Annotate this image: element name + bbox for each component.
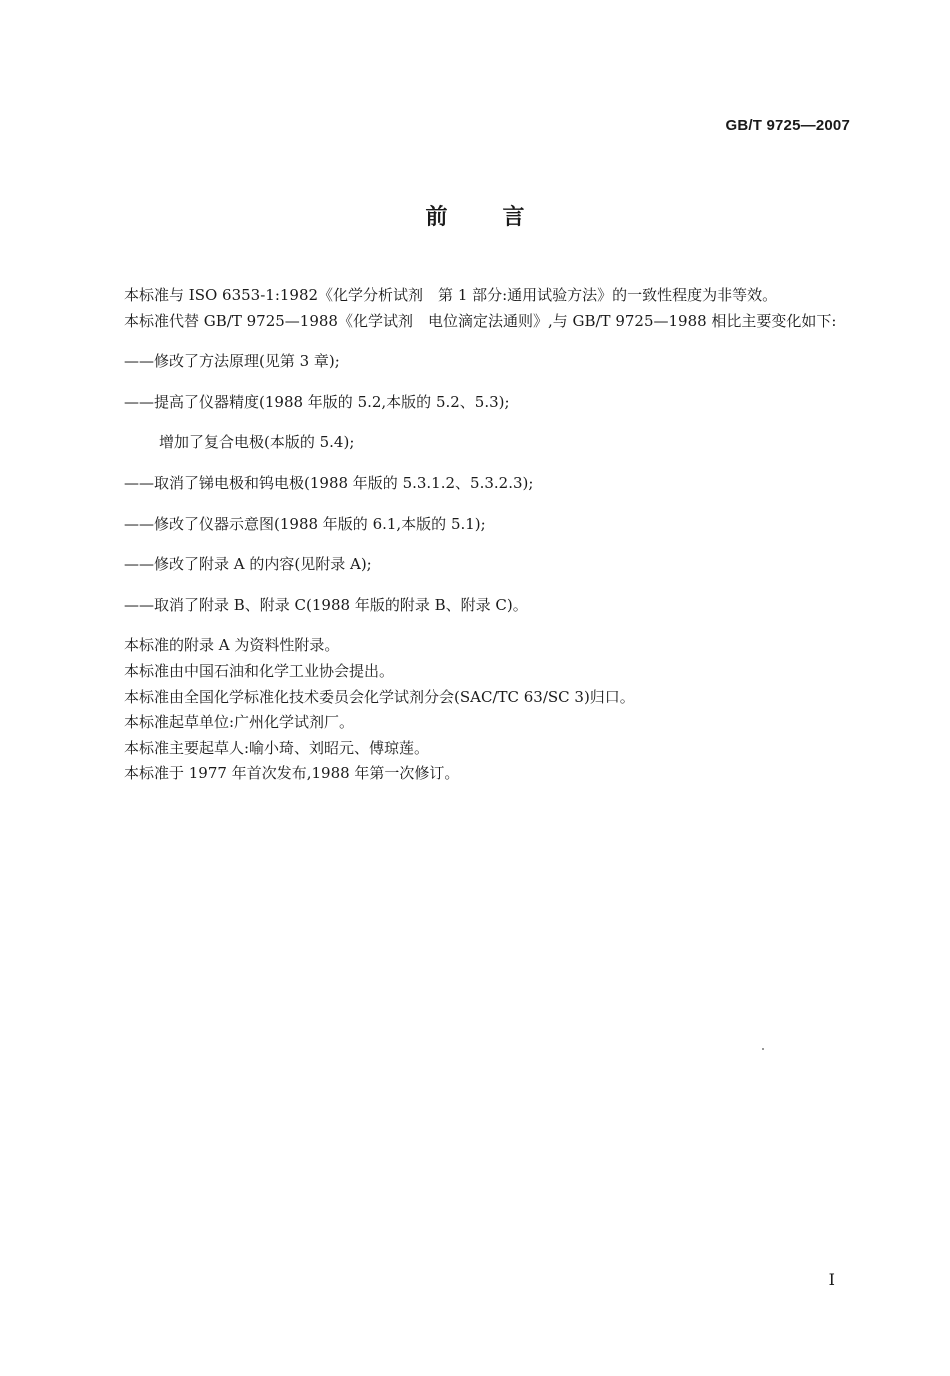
note-line: 本标准于 1977 年首次发布,1988 年第一次修订。 [124,764,460,783]
list-item: ——提高了仪器精度(1988 年版的 5.2,本版的 5.2、5.3); [124,392,510,411]
paragraph-replacement: 本标准代替 GB/T 9725—1988《化学试剂 电位滴定法通则》,与 GB/T 9725—1988 相比主要变化如下: [124,311,837,330]
list-item: ——修改了方法原理(见第 3 章); [124,352,340,371]
list-item: ——修改了附录 A 的内容(见附录 A); [124,555,372,574]
list-item: ——取消了锑电极和钨电极(1988 年版的 5.3.1.2、5.3.2.3); [124,473,534,492]
list-item: ——取消了附录 B、附录 C(1988 年版的附录 B、附录 C)。 [124,595,528,614]
standard-id: GB/T 9725—2007 [725,117,850,134]
page-title: 前言 [425,205,580,230]
scan-speck [762,1048,764,1050]
list-item: 增加了复合电极(本版的 5.4); [159,433,355,452]
note-line: 本标准由全国化学标准化技术委员会化学试剂分会(SAC/TC 63/SC 3)归口。 [124,687,635,706]
note-line: 本标准起草单位:广州化学试剂厂。 [124,713,355,732]
foreword-body [97,283,857,787]
paragraph-equivalence: 本标准与 ISO 6353-1:1982《化学分析试剂 第 1 部分:通用试验方法》的一致性程度为非等效。 [124,286,778,304]
note-line: 本标准主要起草人:喻小琦、刘昭元、傅琼莲。 [124,738,430,757]
page-number: I [828,1270,835,1289]
note-line: 本标准的附录 A 为资料性附录。 [124,636,340,655]
list-item: ——修改了仪器示意图(1988 年版的 6.1,本版的 5.1); [124,514,486,533]
changes-list [97,349,857,618]
notes-list [97,633,857,787]
note-line: 本标准由中国石油和化学工业协会提出。 [124,661,395,680]
